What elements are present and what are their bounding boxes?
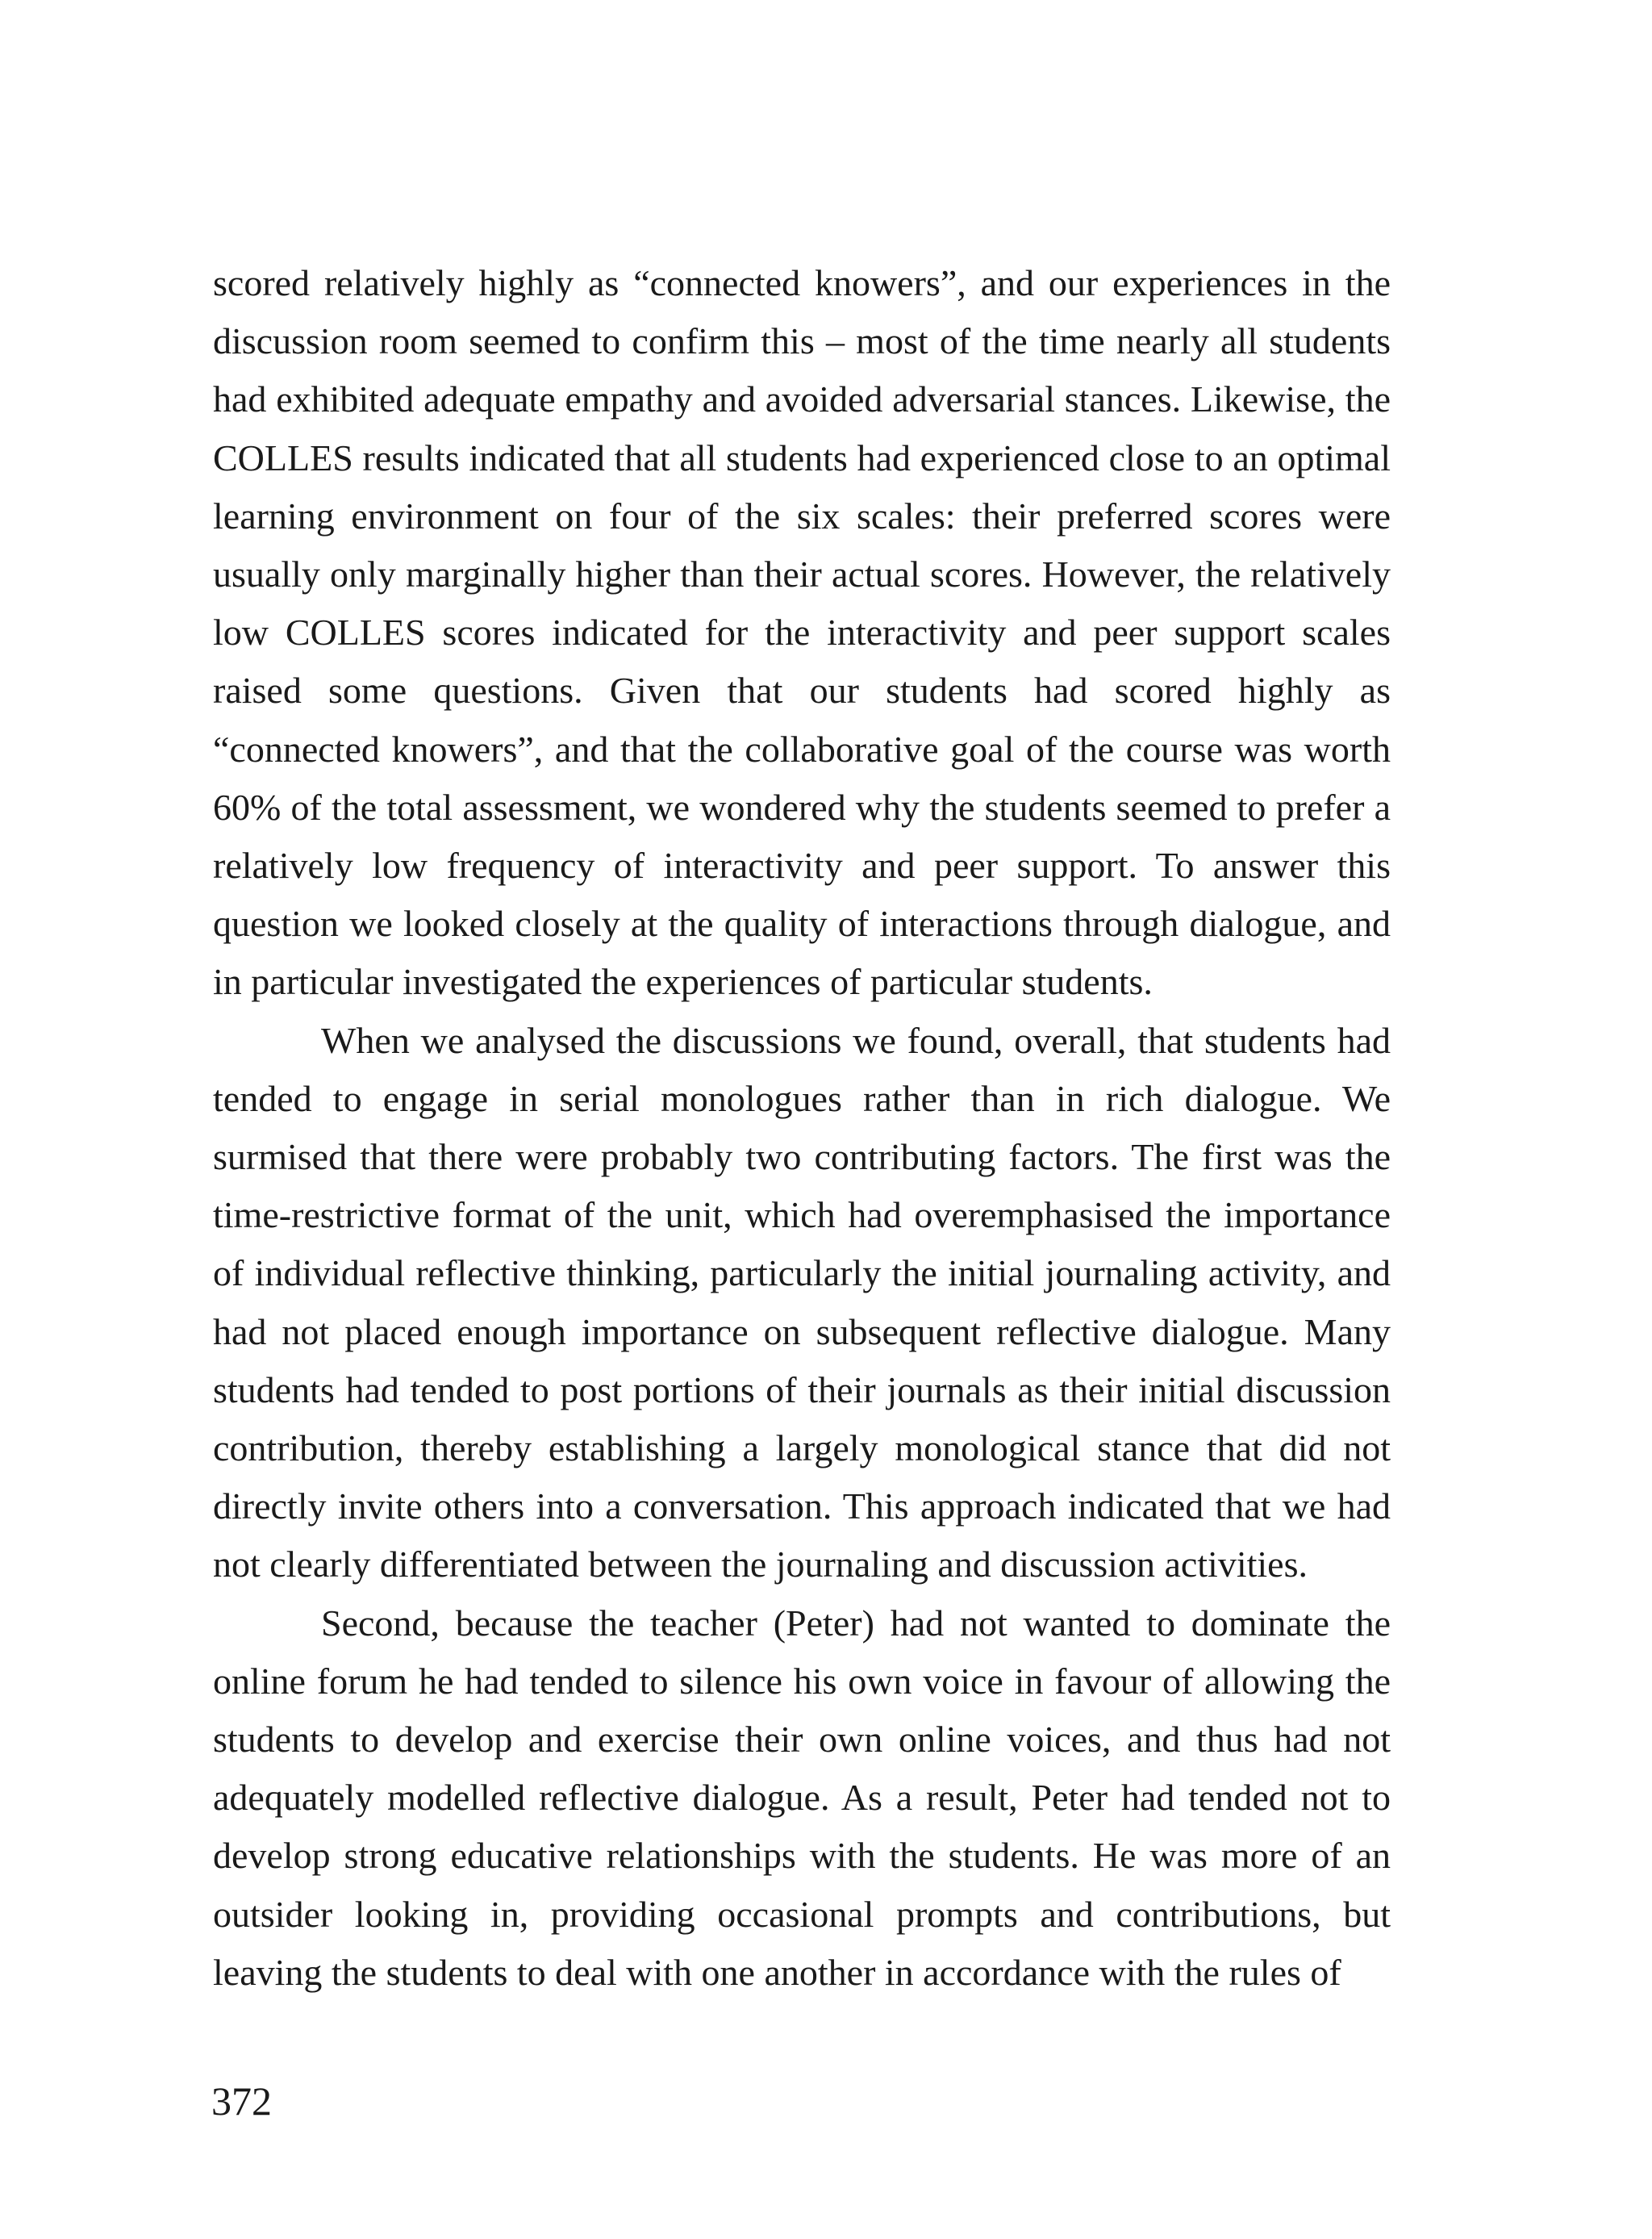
- body-text: [213, 254, 1391, 2002]
- page-number: 372: [211, 2078, 272, 2124]
- paragraph-second-factor: Second, because the teacher (Peter) had not wanted to dominate the online forum he had tended to silence his own voice in favour of allowing the students to develop and exercise their own online voices, and thus had not adequately modelled reflective dialogue. As a result, Peter had tended not to develop strong educative relationships with the students. He was more of an outsider looking in, providing occasional prompts and contributions, but leaving the students to deal with one another in accordance with the rules of: [213, 1602, 1391, 1993]
- paragraph-continued: scored relatively highly as “connected knowers”, and our experiences in the discussion room seemed to confirm this – most of the time nearly all students had exhibited adequate empathy and avoided adversarial stances. Likewise, the COLLES results indicated that all students had experienced close to an optimal learning environment on four of the six scales: their preferred scores were usually only marginally higher than their actual scores. However, the relatively low COLLES scores indicated for the interactivity and peer support scales raised some questions. Given that our students had scored highly as “connected knowers”, and that the collaborative goal of the course was worth 60% of the total assessment, we wondered why the students seemed to prefer a relatively low frequency of interactivity and peer support. To answer this question we looked closely at the quality of interactions through dialogue, and in particular investigated the experiences of particular students.: [213, 262, 1391, 1003]
- paragraph-analysis: When we analysed the discussions we found, overall, that students had tended to engage in serial monologues rather than in rich dialogue. We surmised that there were probably two contributing factors. The first was the time-restrictive format of the unit, which had overemphasised the importance of individual reflective thinking, particularly the initial journaling activity, and had not placed enough importance on subsequent reflective dialogue. Many students had tended to post portions of their journals as their initial discussion contribution, thereby establishing a largely monological stance that did not directly invite others into a conversation. This approach indicated that we had not clearly differentiated between the journaling and discussion activities.: [213, 1019, 1391, 1585]
